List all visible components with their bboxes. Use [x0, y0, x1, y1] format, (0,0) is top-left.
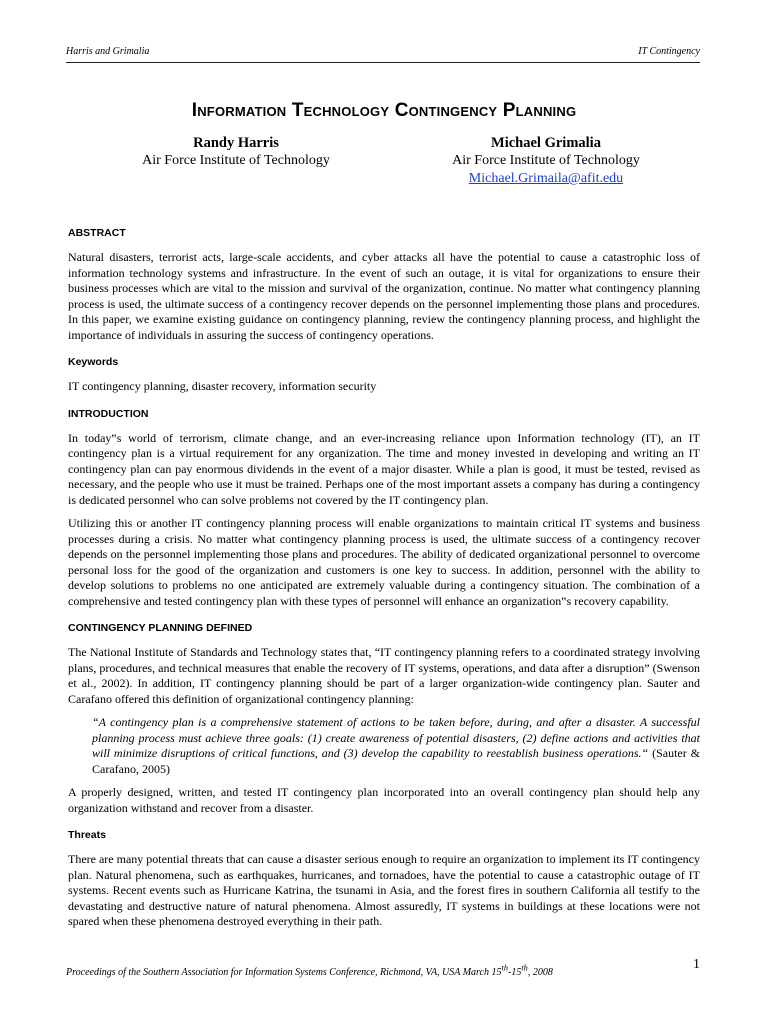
threats-heading: Threats	[68, 829, 106, 841]
paper-body	[68, 226, 700, 938]
keywords-text: IT contingency planning, disaster recovery, information security	[68, 379, 377, 393]
introduction-paragraph: In today‟s world of terrorism, climate change, and an ever-increasing reliance upon Information technology (IT), an IT contingency plan is a virtual requirement for any organization. The time and money invested in developing and writing an IT contingency plan can pay enormous dividends in the event of a major disaster. While a plan is good, it must be tested, revised as necessary, and the people who use it must be trained. Perhaps one of the most important assets a company has during a contingency is dedicated personnel who can solve problems not covered by the IT contingency plan.	[68, 430, 700, 507]
author-email-link[interactable]: Michael.Grimaila@afit.edu	[468, 171, 624, 186]
author-name: Michael Grimalia	[491, 135, 601, 151]
author-block-2	[406, 134, 686, 188]
quote-text: “A contingency plan is a comprehensive statement of actions to be taken before, during, and after a disaster. A successful planning process must achieve three goals: (1) create awareness of potential disasters, (2) define actions and activities that will minimize disruptions of critical functions, and (3) develop the capability to reestablish business operations.“	[92, 715, 700, 760]
definition-quote	[92, 715, 700, 777]
abstract-text: Natural disasters, terrorist acts, large-scale accidents, and cyber attacks all have the potential to cause a catastrophic loss of information technology systems and infrastructure. In the event of such an outage, it is vital for organizations to ensure their business processes which are vital to the mission and survival of the organization, continue. No matter what contingency planning process is used, the ultimate success of a contingency recover depends on the personnel implementing those plans and procedures. In this paper, we examine existing guidance on contingency planning, review the contingency planning process, and highlight the importance of individuals in assuring the success of contingency operations.	[68, 250, 700, 342]
author-affiliation: Air Force Institute of Technology	[142, 153, 330, 168]
header-divider	[66, 62, 700, 63]
header-authors: Harris and Grimalia	[66, 46, 150, 57]
definition-heading: CONTINGENCY PLANNING DEFINED	[68, 622, 253, 634]
author-name: Randy Harris	[193, 135, 279, 151]
introduction-heading: INTRODUCTION	[68, 407, 149, 420]
abstract-heading: ABSTRACT	[68, 227, 126, 239]
page-number: 1	[693, 957, 700, 972]
header-short-title: IT Contingency	[638, 46, 700, 57]
paper-title: Information Technology Contingency Planning	[191, 100, 577, 121]
page-footer	[66, 957, 700, 980]
author-block-1	[96, 134, 376, 170]
introduction-paragraph: Utilizing this or another IT contingency planning process will enable organizations to maintain critical IT systems and business processes during a crisis. No matter what contingency planning process is used, the ultimate success of a contingency recover depends on the personnel implementing those plans and procedures. The ability of dedicated organizational personnel to overcome personal loss for the good of the organization and customers is one key to success. In addition, personnel with the ability to develop solutions to problems no one anticipated are extremely valuable during a contingency situation. The combination of a comprehensive and tested contingency plan with these types of personnel will enhance an organization‟s recovery capability.	[68, 516, 700, 608]
footer-proceedings: Proceedings of the Southern Association for Information Systems Conference, Richmond, VA, USA March 15th-15th, 2008	[66, 964, 553, 979]
keywords-heading: Keywords	[68, 356, 119, 368]
definition-paragraph: A properly designed, written, and tested IT contingency plan incorporated into an overall contingency plan should help any organization withstand and recover from a disaster.	[68, 785, 700, 815]
author-affiliation: Air Force Institute of Technology	[452, 153, 640, 168]
threats-paragraph: There are many potential threats that can cause a disaster serious enough to require an organization to implement its IT contingency plan. Natural phenomena, such as earthquakes, hurricanes, and tornadoes, have the potential to cause a catastrophic outage of IT systems. Recent events such as Hurricane Katrina, the tsunami in Asia, and the forest fires in southern California all testify to the devastating and destructive nature of natural phenomena. Almost assuredly, IT systems in buildings at these locations were not spared when these phenomena destroyed everything in their path.	[68, 852, 701, 928]
definition-paragraph: The National Institute of Standards and Technology states that, “IT contingency planning refers to a coordinated strategy involving plans, procedures, and technical measures that enable the recovery of IT systems, operations, and data after a disruption” (Swenson et al., 2002). In addition, IT contingency planning should be part of a larger organization-wide contingency plan. Sauter and Carafano offered this definition of organizational contingency planning:	[68, 645, 700, 706]
quote-citation: (Sauter & Carafano, 2005)	[92, 746, 700, 776]
